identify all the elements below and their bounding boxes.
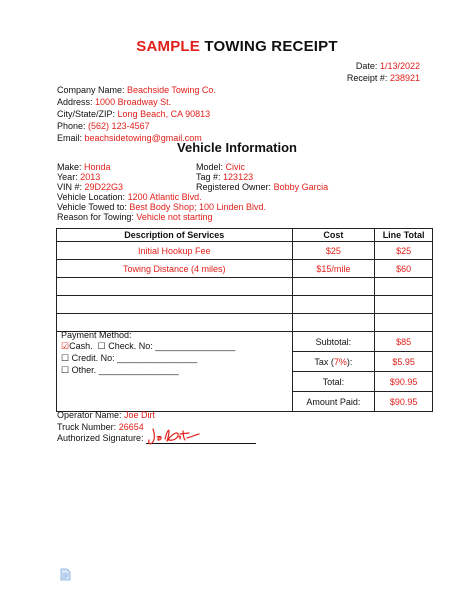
- services-table: [56, 228, 433, 412]
- cash-checkbox[interactable]: ☑: [61, 341, 70, 351]
- reason-line: [57, 211, 212, 223]
- operator-name-label: Operator Name:: [57, 410, 122, 420]
- service-line-total: $25: [375, 242, 433, 260]
- vehicle-info-heading: Vehicle Information: [177, 140, 297, 155]
- service-description: Towing Distance (4 miles): [57, 260, 293, 278]
- receipt-number-line: [347, 72, 420, 84]
- payment-other-line: [61, 364, 179, 376]
- company-city-line: [57, 108, 210, 120]
- service-cost: [292, 314, 375, 332]
- service-line-total: [375, 296, 433, 314]
- location-label: Vehicle Location:: [57, 192, 126, 202]
- service-cost: $25: [292, 242, 375, 260]
- company-name-label: Company Name:: [57, 85, 125, 95]
- year-value: 2013: [80, 172, 101, 182]
- email-value: beachsidetowing@gmail.com: [84, 133, 202, 143]
- total-label: Total:: [292, 372, 375, 392]
- operator-name-line: [57, 409, 155, 421]
- owner-value: Bobby Garcia: [273, 182, 329, 192]
- table-row: [57, 242, 433, 260]
- service-description: Initial Hookup Fee: [57, 242, 293, 260]
- model-value: Civic: [225, 162, 246, 172]
- tax-value: $5.95: [375, 352, 433, 372]
- company-name-value: Beachside Towing Co.: [127, 85, 216, 95]
- other-checkbox[interactable]: ☐: [61, 365, 70, 375]
- tag-label: Tag #:: [196, 172, 221, 182]
- title-rest: TOWING RECEIPT: [199, 38, 338, 55]
- other-label: Other. ________________: [71, 365, 179, 375]
- date-line: [356, 60, 420, 72]
- year-label: Year:: [57, 172, 78, 182]
- payment-cash-check-line: [61, 340, 235, 352]
- service-line-total: [375, 314, 433, 332]
- owner-line: [196, 181, 328, 193]
- credit-checkbox[interactable]: ☐: [61, 353, 70, 363]
- tax-label-start: Tax (: [314, 356, 334, 367]
- cash-label: Cash.: [69, 341, 93, 351]
- total-value: $90.95: [375, 372, 433, 392]
- date-label: Date:: [355, 61, 378, 71]
- credit-label: Credit. No: ________________: [71, 353, 198, 363]
- towed-to-value: Best Body Shop; 100 Linden Blvd.: [129, 202, 267, 212]
- service-description: [57, 278, 293, 296]
- email-label: Email:: [57, 133, 83, 143]
- company-phone-line: [57, 120, 150, 132]
- truck-number-label: Truck Number:: [57, 422, 117, 432]
- service-description: [57, 296, 293, 314]
- owner-label: Registered Owner:: [196, 182, 272, 192]
- phone-value: (562) 123-4567: [88, 121, 150, 131]
- tag-value: 123123: [223, 172, 254, 182]
- service-line-total: [375, 278, 433, 296]
- header-cost: Cost: [292, 229, 375, 242]
- location-value: 1200 Atlantic Blvd.: [127, 192, 202, 202]
- operator-name-value: Joe Dirt: [124, 410, 156, 420]
- tax-label: [292, 352, 375, 372]
- receipt-value: 238921: [389, 73, 420, 83]
- subtotal-value: $85: [375, 332, 433, 352]
- title-sample: SAMPLE: [136, 38, 200, 55]
- city-value: Long Beach, CA 90813: [117, 109, 211, 119]
- address-value: 1000 Broadway St.: [95, 97, 172, 107]
- tax-label-end: ):: [346, 356, 353, 367]
- table-row: [57, 296, 433, 314]
- make-value: Honda: [84, 162, 111, 172]
- check-checkbox[interactable]: ☐: [97, 341, 106, 351]
- reason-label: Reason for Towing:: [57, 212, 134, 222]
- amount-paid-label: Amount Paid:: [292, 392, 375, 412]
- handwritten-signature: [147, 425, 203, 447]
- service-cost: $15/mile: [292, 260, 375, 278]
- receipt-label: Receipt #:: [346, 73, 388, 83]
- vin-label: VIN #:: [57, 182, 83, 192]
- check-label: Check. No: ________________: [108, 341, 236, 351]
- subtotal-label: Subtotal:: [292, 332, 375, 352]
- service-line-total: $60: [375, 260, 433, 278]
- address-label: Address:: [57, 97, 93, 107]
- date-value: 1/13/2022: [379, 61, 420, 71]
- receipt-title: [0, 38, 474, 55]
- make-label: Make:: [57, 162, 82, 172]
- document-icon: [60, 568, 71, 581]
- table-row: [57, 260, 433, 278]
- service-cost: [292, 278, 375, 296]
- service-cost: [292, 296, 375, 314]
- phone-label: Phone:: [57, 121, 86, 131]
- services-header-row: [57, 229, 433, 242]
- header-description: Description of Services: [57, 229, 293, 242]
- signature-label: Authorized Signature:: [57, 433, 144, 443]
- table-row: [57, 278, 433, 296]
- tax-rate: 7%: [333, 356, 347, 367]
- header-line-total: Line Total: [375, 229, 433, 242]
- reason-value: Vehicle not starting: [136, 212, 213, 222]
- truck-number-value: 26654: [118, 422, 144, 432]
- amount-paid-value: $90.95: [375, 392, 433, 412]
- company-name-line: [57, 84, 216, 96]
- city-label: City/State/ZIP:: [57, 109, 116, 119]
- payment-method-label: Payment Method:: [61, 330, 132, 340]
- company-address-line: [57, 96, 171, 108]
- towed-to-label: Vehicle Towed to:: [57, 202, 127, 212]
- model-label: Model:: [196, 162, 224, 172]
- payment-credit-line: [61, 352, 197, 364]
- vin-value: 29D22G3: [84, 182, 124, 192]
